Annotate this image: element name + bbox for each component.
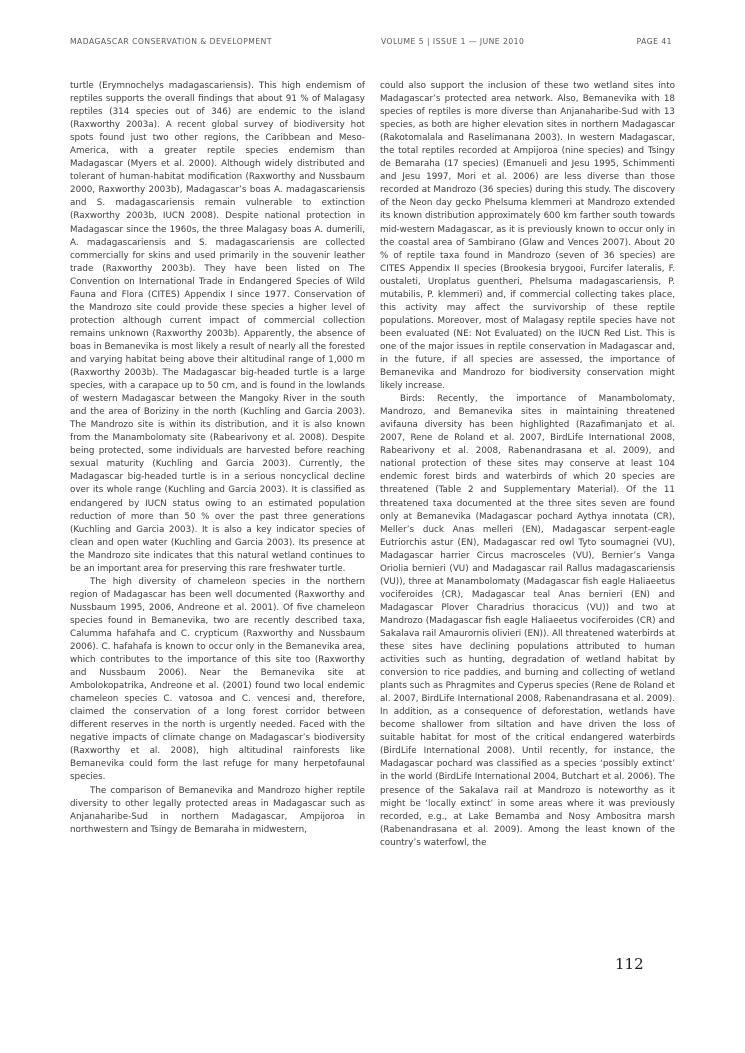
paragraph-comparison: The comparison of Bemanevika and Mandrozo higher reptile diversity to other legally protected areas in Madagascar such as Anjanaharibe-Sud in northern Madagascar, Ampijoroa in northwestern and Tsingy de Bemaraha in midwestern, xyxy=(70,785,365,835)
paragraph-turtle: turtle (Erymnochelys madagascariensis). This high endemism of reptiles supports the overall findings that about 91 % of Malagasy reptiles (314 species out of 346) are endemic to the island (Raxworthy 2003a). A recent global survey of biodiversity hot spots found just two other regions, the Caribbean and Meso-America, with a greater reptile species endemism than Madagascar (Myers et al. 2000). Although widely distributed and tolerant of human-habitat modification (Raxworthy and Nussbaum 2000, Raxworthy 2003b), Madagascar’s boas A. madagascariensis and S. madagascariensis remain vulnerable to extinction (Raxworthy 2003b, IUCN 2008). Despite national protection in Madagascar since the 1960s, the three Malagasy boas A. dumerili, A. madagascariensis and S. madagascariensis are collected commercially for skins and used primarily in the souvenir leather trade (Raxworthy 2003b). They have been listed on The Convention on International Trade in Endangered Species of Wild Fauna and Flora (CITES) Appendix I since 1977. Conservation of the Mandrozo site could provide these species a higher level of protection although current impact of commercial collection remains unknown (Raxworthy 2003b). Apparently, the absence of boas in Bemanevika is most likely a result of nearly all the forested and varying habitat being above their altitudinal range of 1,000 m (Raxworthy 2003b). The Madagascar big-headed turtle is a large species, with a carapace up to 50 cm, and is found in the lowlands of western Madagascar between the Mangoky River in the south and the area of Boriziny in the north (Kuchling and Garcia 2003). The Mandrozo site is within its distribution, and it is also known from the Manambolomaty site (Rabearivony et al. 2008). Despite being protected, some individuals are harvested before reaching sexual maturity (Kuchling and Garcia 2003). Currently, the Madagascar big-headed turtle is in a serious noncyclical decline over its whole range (Kuchling and Garcia 2003). It is classified as endangered by IUCN status owing to an estimated population reduction of more than 50 % over the past three generations (Kuchling and Garcia 2003). It is also a key indicator species of clean and open water (Kuchling and Garcia 2003). Its presence at the Mandrozo site indicates that this natural wetland continues to be an important area for preserving this rare freshwater turtle. xyxy=(70,81,365,574)
paragraph-reptile-diversity: could also support the inclusion of these two wetland sites into Madagascar’s protected area network. Also, Bemanevika with 18 species of reptiles is more diverse than Anjanaharibe-Sud with 13 species, as both are higher elevation sites in northern Madagascar (Rakotomalala and Raselimanana 2003). In western Madagascar, the total reptiles recorded at Ampijoroa (nine species) and Tsingy de Bemaraha (17 species) (Emanueli and Jesu 1995, Schimmenti and Jesu 1997, Mori et al. 2006) are less diverse than those recorded at Mandrozo (36 species) during this study. The discovery of the Neon day gecko Phelsuma klemmeri at Mandrozo extended its known distribution approximately 600 km farther south towards mid-western Madagascar, as it is previously known to occur only in the coastal area of Sambirano (Glaw and Vences 2007). About 20 % of reptile taxa found in Mandrozo (seven of 36 species) are CITES Appendix II species (Brookesia brygooi, Furcifer lateralis, F. oustaleti, Uroplatus guentheri, Phelsuma madagascariensis, P. mutabilis, P. klemmeri) and, if commercial collecting takes place, this activity may affect the survivorship of these reptile populations. Moreover, most of Malagasy reptile species have not been evaluated (NE: Not Evaluated) on the IUCN Red List. This is one of the major issues in reptile conservation in Madagascar and, in the future, if all species are assessed, the importance of Bemanevika and Mandrozo for biodiversity conservation might likely increase. xyxy=(380,81,675,392)
header-page-label: PAGE 41 xyxy=(636,37,672,46)
journal-name: MADAGASCAR CONSERVATION & DEVELOPMENT xyxy=(70,37,272,46)
paragraph-birds: Birds: Recently, the importance of Manambolomaty, Mandrozo, and Bemanevika sites in maintaining threatened avifauna diversity has been highlighted (Razafimanjato et al. 2007, Rene de Roland et al. 2007, BirdLife International 2008, Rabearivony et al. 2008, Rabenandrasana et al. 2009), and national protection of these sites may conserve at least 104 endemic forest birds and waterbirds of which 20 species are threatened (Table 2 and Supplementary Material). Of the 11 threatened taxa documented at the three sites seven are found only at Bemanevika (Madagascar pochard Aythya innotata (CR), Meller’s duck Anas melleri (EN), Madagascar serpent-eagle Eutriorchis astur (EN), Madagascar red owl Tyto soumagnei (VU), Madagascar harrier Circus macrosceles (VU), Bernier’s Vanga Oriolia bernieri (VU) and Madagascar rail Rallus madagascariensis (VU)), three at Manambolomaty (Madagascar fish eagle Haliaeetus vociferoides (CR), Madagascar teal Anas bernieri (EN) and Madagascar Plover Charadrius thoracicus (VU)) and two at Mandrozo (Madagascar fish eagle Haliaeetus vociferoides (CR) and Sakalava rail Amaurornis olivieri (EN)). All threatened waterbirds at these sites have declining populations attributed to human activities such as hunting, degradation of wetland habitat by conversion to rice paddies, and burning and collecting of wetland plants such as Phragmites and Cyperus species (Rene de Roland et al. 2007, BirdLife International 2008, Rabenandrasana et al. 2009). In addition, as a consequence of deforestation, wetlands have become shallower from siltation and have driven the loss of suitable habitat for most of the critical endangered waterbirds (BirdLife International 2008). Until recently, for instance, the Madagascar pochard was classified as a species ‘possibly extinct’ in the world (BirdLife International 2004, Butchart et al. 2006). The presence of the Sakalava rail at Mandrozo is noteworthy as it might be ‘locally extinct’ in some areas where it was previously recorded, e.g., at Lake Bemamba and Nosy Ambositra marsh (Rabenandrasana et al. 2009). Among the least known of the country’s waterfowl, the xyxy=(380,394,675,848)
issue-info: VOLUME 5 | ISSUE 1 — JUNE 2010 xyxy=(381,37,525,46)
left-column xyxy=(70,80,365,837)
right-column xyxy=(380,80,675,850)
running-header xyxy=(70,37,672,49)
paragraph-chameleons: The high diversity of chameleon species in the northern region of Madagascar has been well documented (Raxworthy and Nussbaum 1995, 2006, Andreone et al. 2001). Of five chameleon species found in Bemanevika, two are recently described taxa, Calumma hafahafa and C. crypticum (Raxworthy and Nussbaum 2006). C. hafahafa is known to occur only in the Bemanevika area, which contributes to the importance of this site too (Raxworthy and Nussbaum 2006). Near the Bemanevika site at Ambolokopatrika, Andreone et al. (2001) found two local endemic chameleon species C. vatosoa and C. vencesi and, therefore, claimed the conservation of a long forest corridor between different reserves in the north is urgently needed. Faced with the negative impacts of climate change on Madagascar’s biodiversity (Raxworthy et al. 2008), high altitudinal rainforests like Bemanevika could form the last refuge for many herpetofaunal species. xyxy=(70,576,365,783)
page-number: 112 xyxy=(615,955,644,973)
